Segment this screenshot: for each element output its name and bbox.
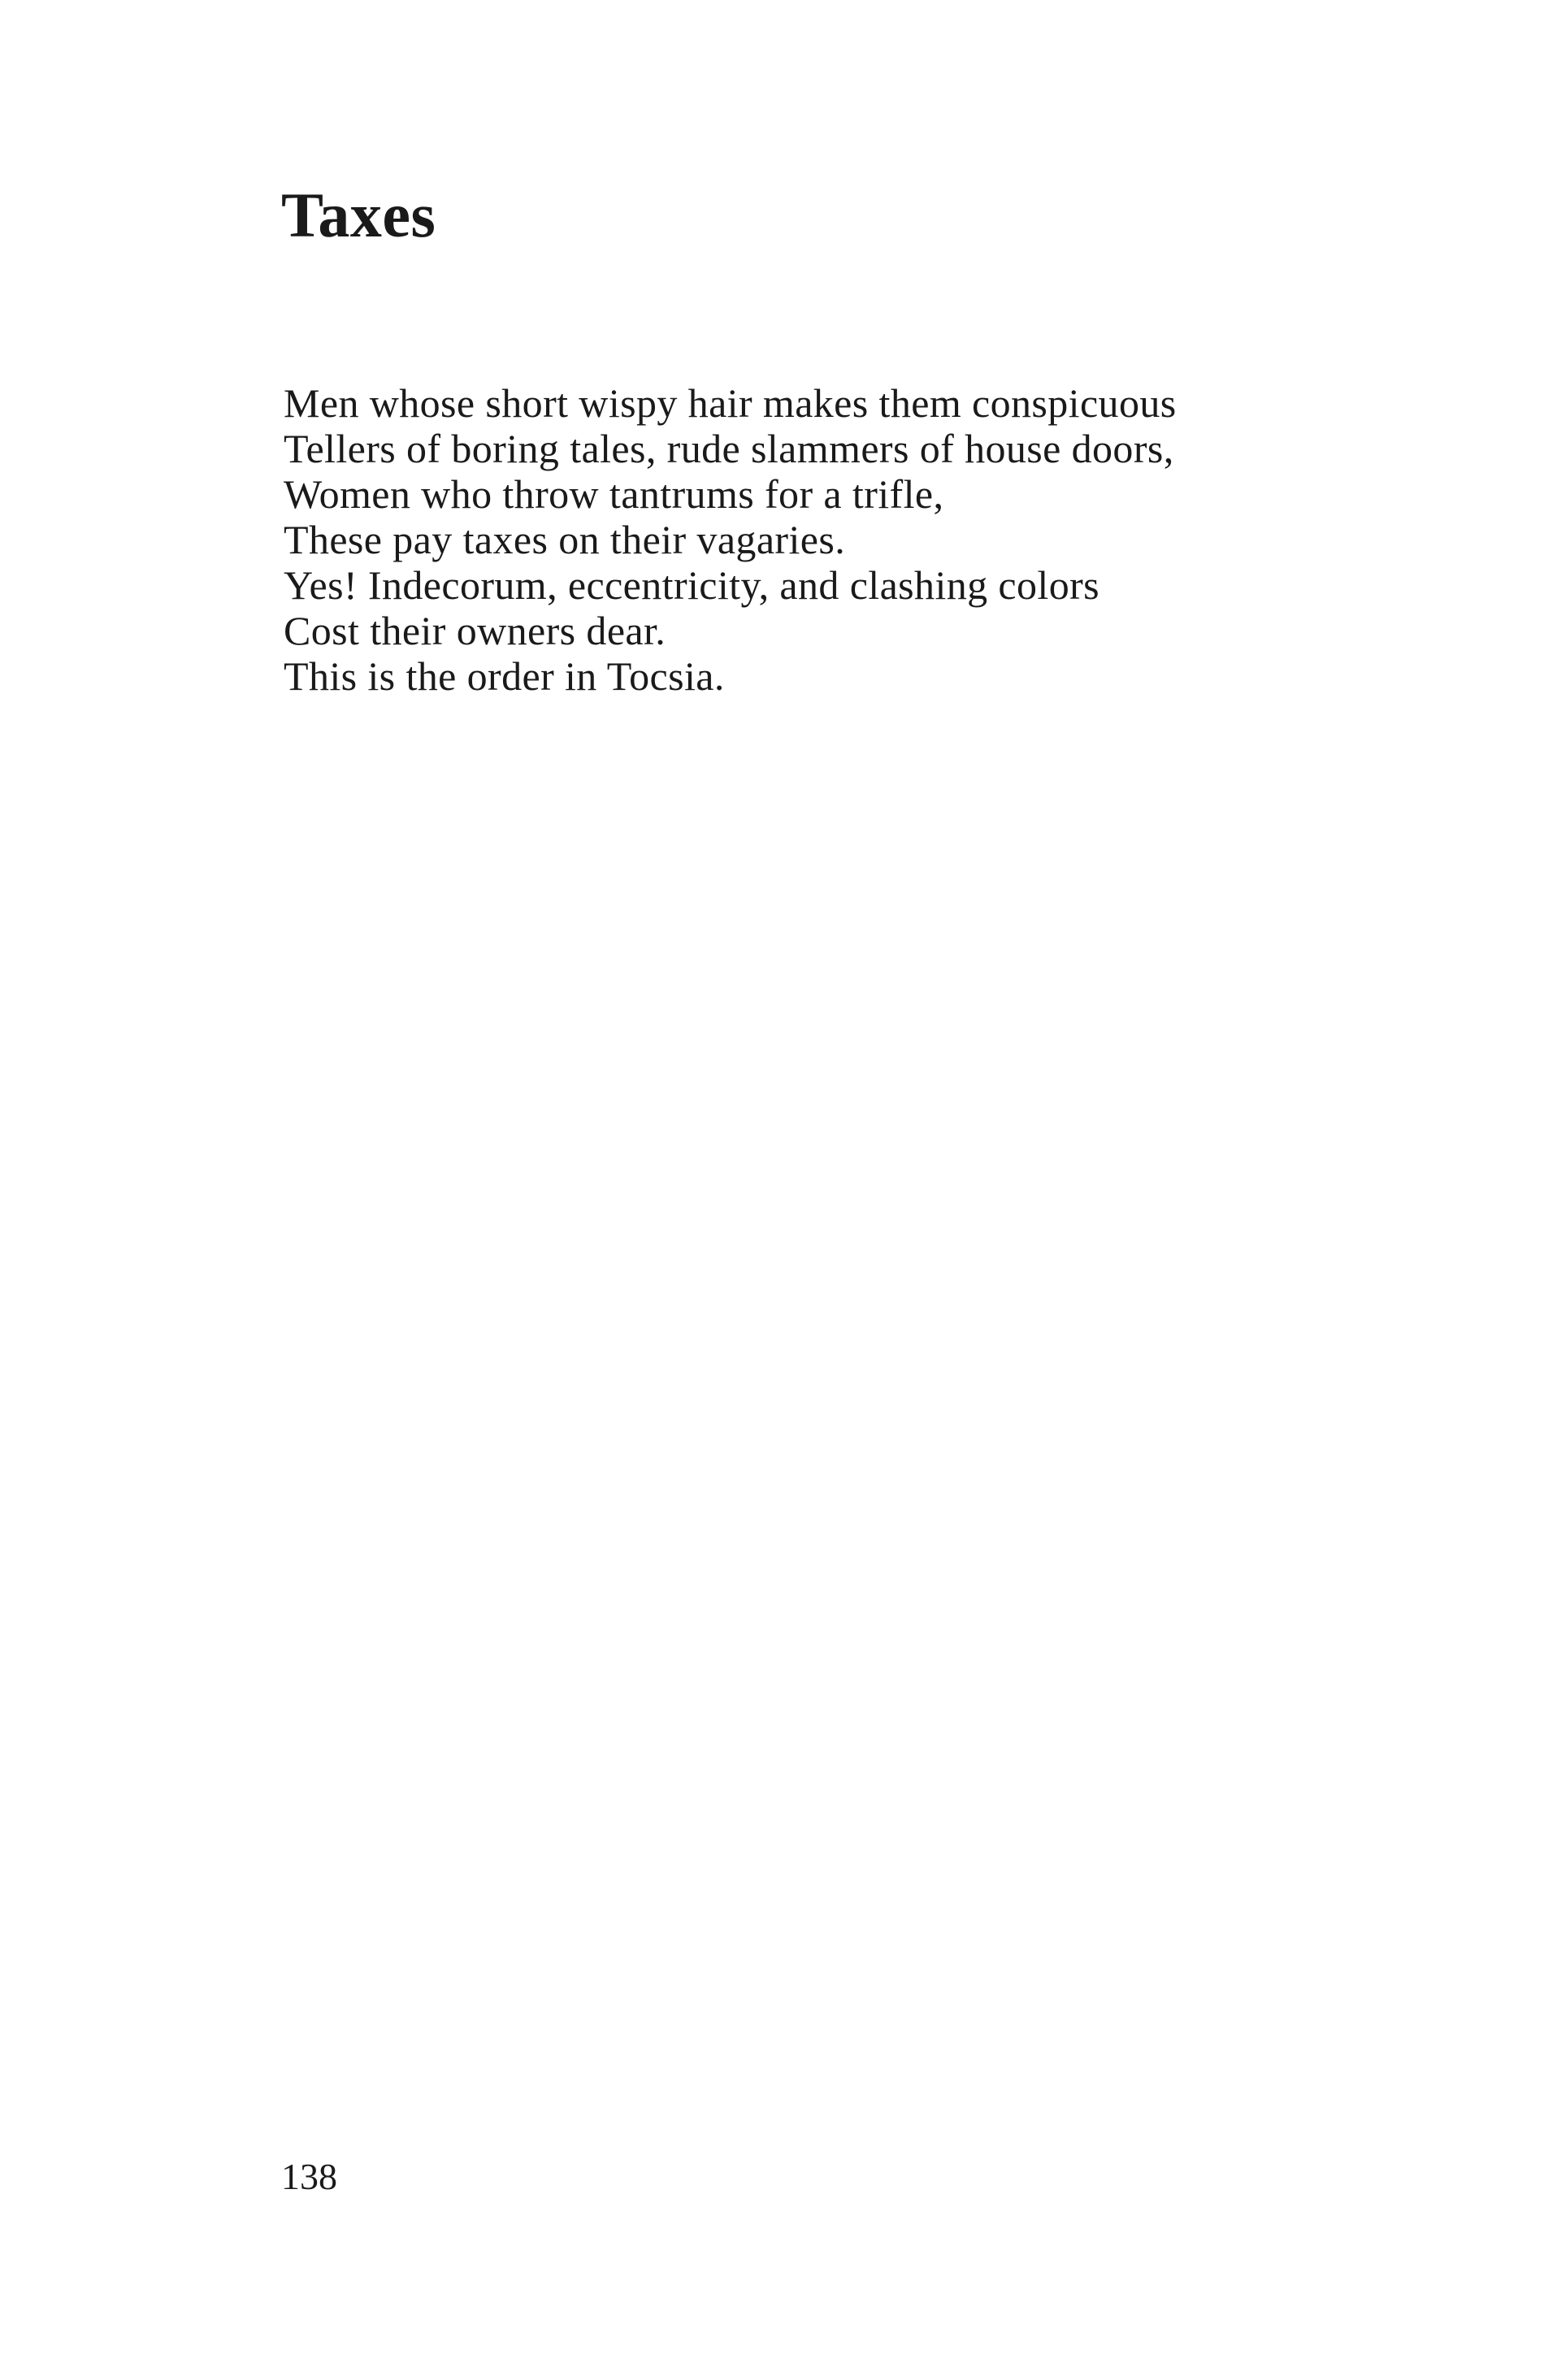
poem-line: Women who throw tantrums for a trifle, bbox=[284, 471, 944, 517]
poem-line: Yes! Indecorum, eccentricity, and clashing colors bbox=[284, 562, 1100, 608]
poem-title: Taxes bbox=[281, 180, 436, 250]
poem-line: Tellers of boring tales, rude slammers of house doors, bbox=[284, 426, 1174, 471]
poem-line: These pay taxes on their vagaries. bbox=[284, 517, 846, 562]
page-number: 138 bbox=[281, 2156, 337, 2197]
poem-body bbox=[284, 380, 1381, 699]
poem-line: This is the order in Tocsia. bbox=[284, 653, 725, 699]
poem-line: Men whose short wispy hair makes them conspicuous bbox=[284, 380, 1177, 426]
poem-line: Cost their owners dear. bbox=[284, 608, 666, 653]
